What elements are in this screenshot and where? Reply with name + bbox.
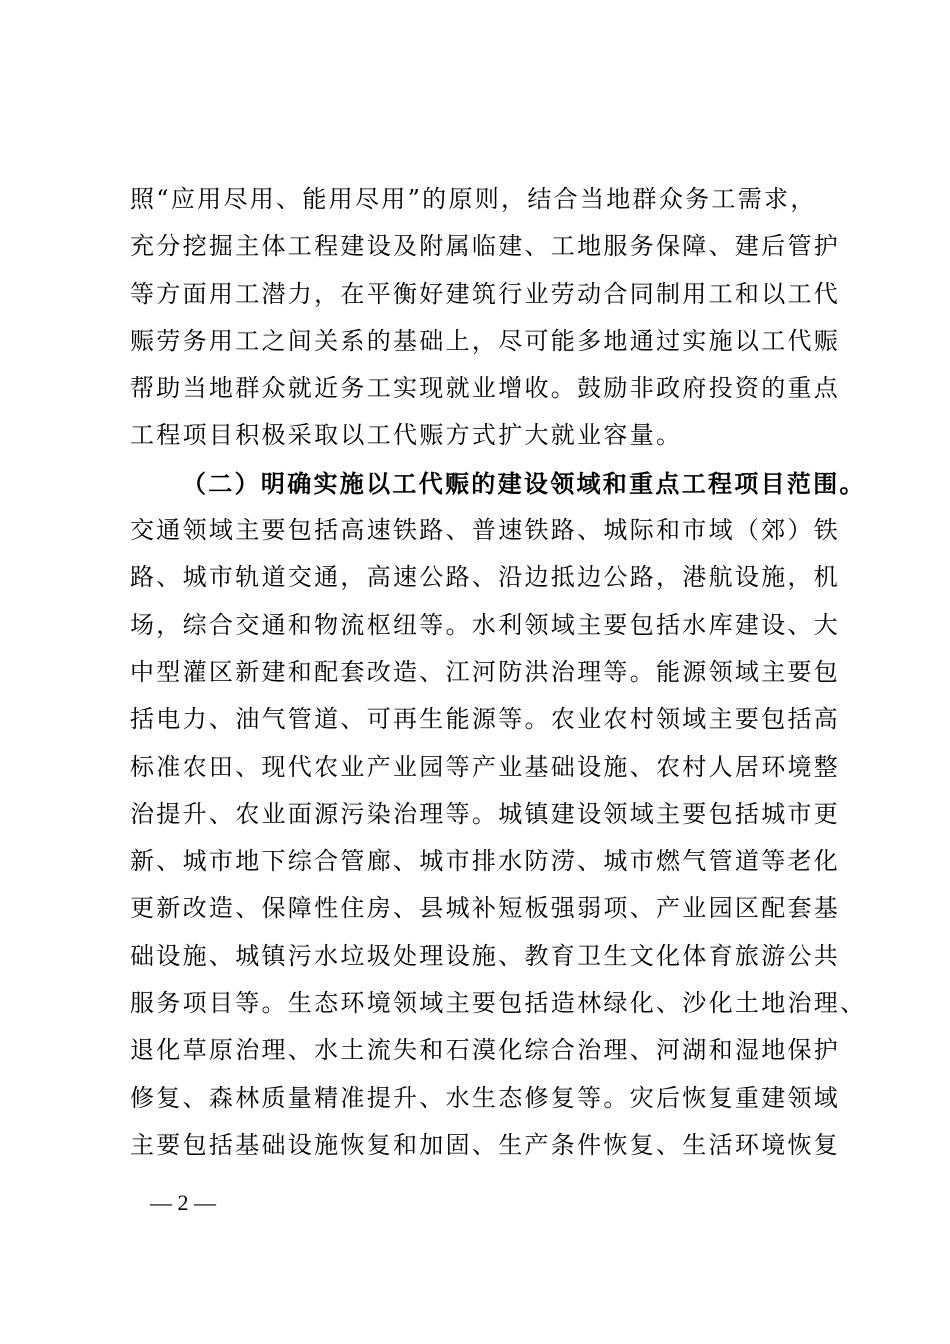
text-line: 础设施、城镇污水垃圾处理设施、教育卫生文化体育旅游公共 [130,941,841,970]
text-line: 治提升、农业面源污染治理等。城镇建设领域主要包括城市更 [130,799,841,828]
text-line: 主要包括基础设施恢复和加固、生产条件恢复、生活环境恢复 [130,1130,841,1159]
text-line: 等方面用工潜力，在平衡好建筑行业劳动合同制用工和以工代 [130,279,841,308]
text-line: 帮助当地群众就近务工实现就业增收。鼓励非政府投资的重点 [130,374,841,403]
section-heading: （二）明确实施以工代赈的建设领域和重点工程项目范围。 [182,468,866,498]
body-text [130,176,867,1169]
text-line: 中型灌区新建和配套改造、江河防洪治理等。能源领域主要包 [130,657,841,686]
text-line: 场，综合交通和物流枢纽等。水利领域主要包括水库建设、大 [130,610,841,639]
text-line: 新、城市地下综合管廊、城市排水防涝、城市燃气管道等老化 [130,847,841,876]
text-line: 赈劳务用工之间关系的基础上，尽可能多地通过实施以工代赈 [130,326,841,355]
text-line: 标准农田、现代农业产业园等产业基础设施、农村人居环境整 [130,752,841,781]
text-line: 修复、森林质量精准提升、水生态修复等。灾后恢复重建领域 [130,1083,841,1112]
text-line: 交通领域主要包括高速铁路、普速铁路、城际和市域（郊）铁 [130,516,841,545]
text-line: 括电力、油气管道、可再生能源等。农业农村领域主要包括高 [130,705,841,734]
text-line: 充分挖掘主体工程建设及附属临建、工地服务保障、建后管护 [130,232,841,261]
text-line: 路、城市轨道交通，高速公路、沿边抵边公路，港航设施，机 [130,563,841,592]
text-line: 照“应用尽用、能用尽用”的原则，结合当地群众务工需求， [130,185,817,213]
page-number: — 2 — [150,1190,216,1215]
text-line: 工程项目积极采取以工代赈方式扩大就业容量。 [130,421,683,450]
text-line: 服务项目等。生态环境领域主要包括造林绿化、沙化土地治理、 [130,989,867,1018]
text-line: 退化草原治理、水土流失和石漠化综合治理、河湖和湿地保护 [130,1036,841,1065]
text-line: 更新改造、保障性住房、县城补短板强弱项、产业园区配套基 [130,894,841,923]
